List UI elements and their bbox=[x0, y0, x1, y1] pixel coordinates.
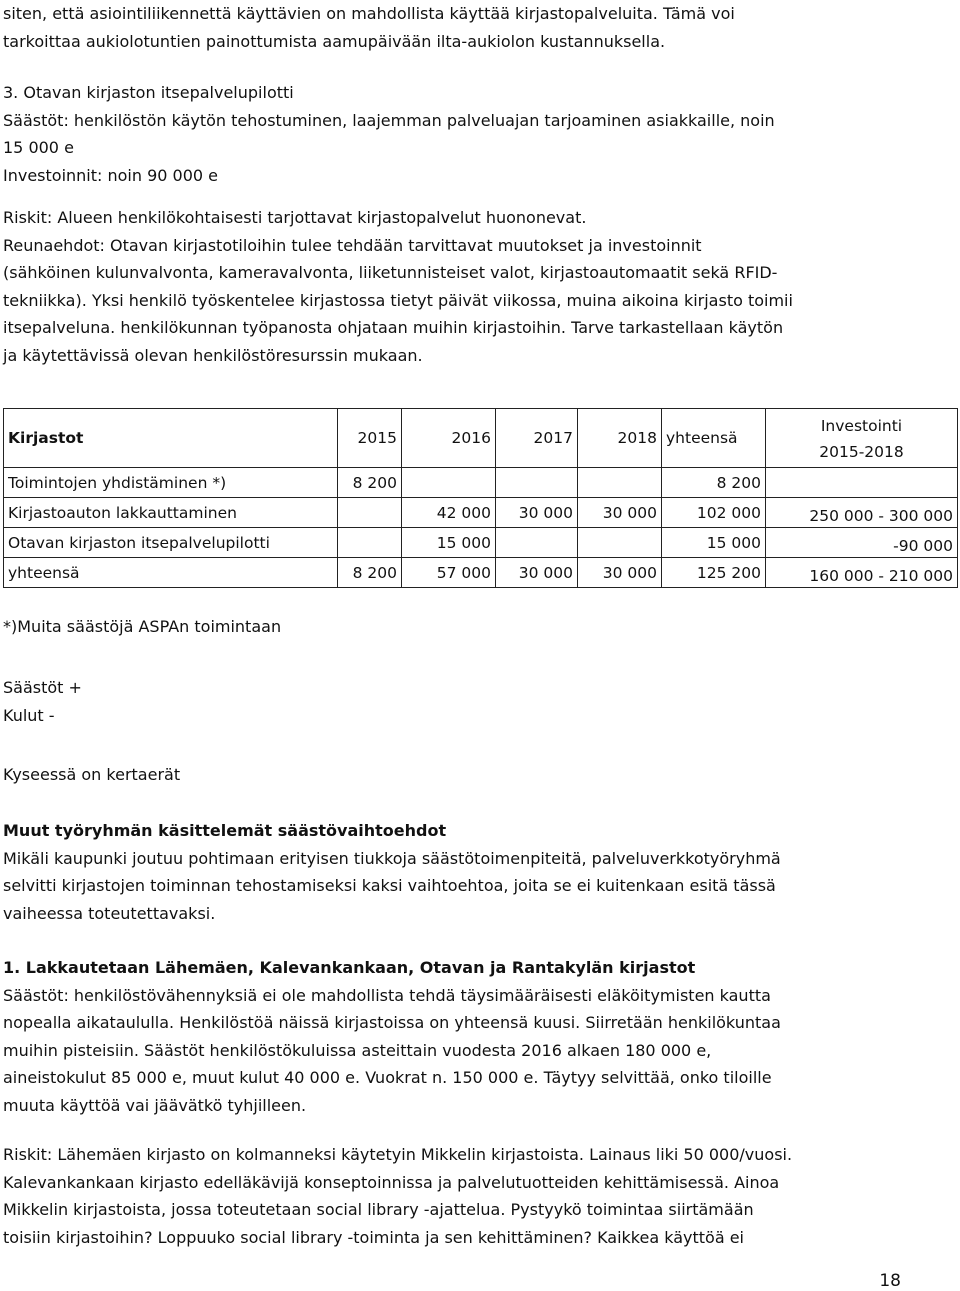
table-cell: 102 000 bbox=[662, 498, 766, 528]
table-cell: 250 000 - 300 000 bbox=[766, 498, 958, 528]
footnote bbox=[3, 613, 953, 641]
text-line: aineistokulut 85 000 e, muut kulut 40 000 e. Vuokrat n. 150 000 e. Täytyy selvittää, onko tiloille bbox=[3, 1068, 772, 1087]
footnote-text: *)Muita säästöjä ASPAn toimintaan bbox=[3, 617, 282, 636]
legend bbox=[3, 674, 953, 729]
table-row bbox=[4, 528, 958, 558]
table-cell bbox=[338, 528, 402, 558]
table-cell: 15 000 bbox=[402, 528, 496, 558]
legend-savings: Säästöt + bbox=[3, 678, 82, 697]
header-cell-investment bbox=[766, 409, 958, 468]
table-cell bbox=[402, 468, 496, 498]
table-cell: 8 200 bbox=[338, 558, 402, 588]
risk-line: Riskit: Alueen henkilökohtaisesti tarjottavat kirjastopalvelut huononevat. bbox=[3, 208, 587, 227]
table-row bbox=[4, 498, 958, 528]
section-3-title: 3. Otavan kirjaston itsepalvelupilotti bbox=[3, 83, 294, 102]
section-3 bbox=[3, 79, 953, 369]
savings-line: Säästöt: henkilöstön käytön tehostuminen, laajemman palveluajan tarjoaminen asiakkaille, noin bbox=[3, 110, 775, 130]
text-line: toisiin kirjastoihin? Loppuuko social library -toiminta ja sen kehittäminen? Kaikkea käyttöä ei bbox=[3, 1227, 744, 1247]
option-1-section bbox=[3, 954, 953, 1251]
table-row bbox=[4, 468, 958, 498]
one-off-text: Kyseessä on kertaerät bbox=[3, 765, 181, 784]
row-label: yhteensä bbox=[4, 558, 338, 588]
table-cell: 57 000 bbox=[402, 558, 496, 588]
text-line: Riskit: Lähemäen kirjasto on kolmanneksi käytetyin Mikkelin kirjastoista. Lainaus liki 50 000/vuosi. bbox=[3, 1145, 793, 1164]
table-cell bbox=[766, 468, 958, 498]
text-line: tarkoittaa aukiolotuntien painottumista aamupäivään ilta-aukiolon kustannuksella. bbox=[3, 31, 666, 51]
table-cell: 30 000 bbox=[496, 498, 578, 528]
text-line: Kalevankankaan kirjasto edelläkävijä konseptoinnissa ja palvelutuotteiden kehittämisessä. Ainoa bbox=[3, 1172, 780, 1192]
other-options-title: Muut työryhmän käsittelemät säästövaihtoehdot bbox=[3, 821, 447, 840]
conditions-line: (sähköinen kulunvalvonta, kameravalvonta, liiketunnisteiset valot, kirjastoautomaatit sekä RFID- bbox=[3, 263, 778, 282]
header-cell: 2017 bbox=[496, 409, 578, 468]
text-line: vaiheessa toteutettavaksi. bbox=[3, 903, 216, 923]
text-line: Säästöt: henkilöstövähennyksiä ei ole mahdollista tehdä täysimääräisesti eläköitymisten kautta bbox=[3, 985, 771, 1005]
table-cell bbox=[496, 528, 578, 558]
table-cell: 8 200 bbox=[338, 468, 402, 498]
other-options-section bbox=[3, 817, 953, 927]
table-cell: 8 200 bbox=[662, 468, 766, 498]
table-cell: 42 000 bbox=[402, 498, 496, 528]
text-line: muihin pisteisiin. Säästöt henkilöstökuluissa asteittain vuodesta 2016 alkaen 180 000 e, bbox=[3, 1040, 712, 1060]
table-cell: 30 000 bbox=[496, 558, 578, 588]
conditions-line: itsepalveluna. henkilökunnan työpanosta ohjataan muihin kirjastoihin. Tarve tarkastellaan käytön bbox=[3, 318, 784, 337]
investment-line: Investoinnit: noin 90 000 e bbox=[3, 165, 219, 185]
conditions-line: Reunaehdot: Otavan kirjastotiloihin tulee tehdään tarvittavat muutokset ja investoinnit bbox=[3, 235, 702, 255]
text-line: Mikäli kaupunki joutuu pohtimaan erityisen tiukkoja säästötoimenpiteitä, palveluverkkotyöryhmä bbox=[3, 848, 781, 868]
page-number: 18 bbox=[879, 1271, 901, 1291]
table-cell: 30 000 bbox=[578, 498, 662, 528]
savings-table bbox=[3, 408, 958, 588]
header-cell: 2016 bbox=[402, 409, 496, 468]
text-line: selvitti kirjastojen toiminnan tehostamiseksi kaksi vaihtoehtoa, joita se ei kuitenkaan esitä tässä bbox=[3, 876, 776, 895]
table-row bbox=[4, 558, 958, 588]
header-cell: 2015 bbox=[338, 409, 402, 468]
table-cell: 15 000 bbox=[662, 528, 766, 558]
table-cell bbox=[578, 468, 662, 498]
conditions-line: ja käytettävissä olevan henkilöstöresurssin mukaan. bbox=[3, 345, 423, 365]
table-cell bbox=[338, 498, 402, 528]
table-cell: 30 000 bbox=[578, 558, 662, 588]
row-label: Kirjastoauton lakkauttaminen bbox=[4, 498, 338, 528]
header-cell: Kirjastot bbox=[4, 409, 338, 468]
intro-paragraph bbox=[3, 0, 953, 55]
legend-costs: Kulut - bbox=[3, 705, 55, 725]
one-off-note bbox=[3, 761, 953, 789]
text-line: muuta käyttöä vai jäävätkö tyhjilleen. bbox=[3, 1095, 307, 1115]
table-cell: 125 200 bbox=[662, 558, 766, 588]
table-header-row bbox=[4, 409, 958, 468]
header-cell: 2018 bbox=[578, 409, 662, 468]
table-cell: -90 000 bbox=[766, 528, 958, 558]
header-cell: yhteensä bbox=[662, 409, 766, 468]
savings-line: 15 000 e bbox=[3, 138, 74, 157]
header-investment-line: 2015-2018 bbox=[819, 443, 904, 461]
text-line: nopealla aikataululla. Henkilöstöä näissä kirjastoissa on yhteensä kuusi. Siirretään henkilökuntaa bbox=[3, 1013, 781, 1032]
table-cell: 160 000 - 210 000 bbox=[766, 558, 958, 588]
table-cell bbox=[496, 468, 578, 498]
header-investment-line: Investointi bbox=[820, 417, 903, 435]
row-label: Toimintojen yhdistäminen *) bbox=[4, 468, 338, 498]
text-line: siten, että asiointiliikennettä käyttävien on mahdollista käyttää kirjastopalveluita. Tämä voi bbox=[3, 4, 735, 23]
option-1-title: 1. Lakkautetaan Lähemäen, Kalevankankaan, Otavan ja Rantakylän kirjastot bbox=[3, 958, 696, 977]
table-cell bbox=[578, 528, 662, 558]
row-label: Otavan kirjaston itsepalvelupilotti bbox=[4, 528, 338, 558]
conditions-line: tekniikka). Yksi henkilö työskentelee kirjastossa tietyt päivät viikossa, muina aikoina kirjasto toimii bbox=[3, 290, 793, 310]
text-line: Mikkelin kirjastoista, jossa toteutetaan social library -ajattelua. Pystyykö toimintaa siirtämään bbox=[3, 1200, 754, 1219]
